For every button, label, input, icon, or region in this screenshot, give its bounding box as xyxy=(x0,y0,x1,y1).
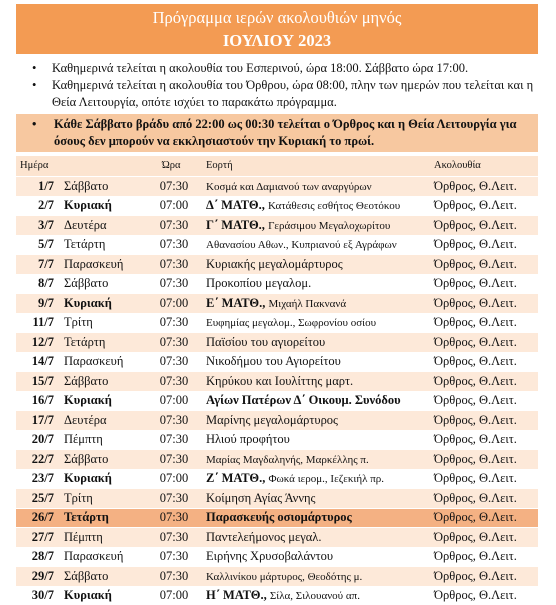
row-day: Κυριακή xyxy=(60,469,146,489)
row-day: Παρασκευή xyxy=(60,255,146,275)
title-banner xyxy=(16,4,538,54)
row-date: 1/7 xyxy=(16,177,60,197)
row-day: Πέμπτη xyxy=(60,430,146,450)
row-date: 12/7 xyxy=(16,333,60,353)
feast-bold: Αγίων Πατέρων Δ΄ Οικουμ. Συνόδου xyxy=(206,393,401,408)
row-time: 07:30 xyxy=(146,216,202,236)
table-row xyxy=(16,508,538,528)
feast-name: Νικοδήμου του Αγιορείτου xyxy=(206,354,341,369)
feast-bold: Παρασκευής οσιομάρτυρος xyxy=(206,510,352,525)
row-day: Παρασκευή xyxy=(60,547,146,567)
row-time: 07:30 xyxy=(146,313,202,333)
feast-bold: Η΄ ΜΑΤΘ., xyxy=(206,588,267,603)
row-service: Όρθρος, Θ.Λειτ. xyxy=(428,528,538,548)
row-date: 2/7 xyxy=(16,196,60,216)
row-date: 7/7 xyxy=(16,255,60,275)
row-service: Όρθρος, Θ.Λειτ. xyxy=(428,567,538,587)
row-day: Κυριακή xyxy=(60,294,146,314)
row-date: 27/7 xyxy=(16,528,60,548)
row-service: Όρθρος, Θ.Λειτ. xyxy=(428,450,538,470)
feast-name: Παϊσίου του αγιορείτου xyxy=(206,334,326,349)
row-service: Όρθρος, Θ.Λειτ. xyxy=(428,294,538,314)
row-date: 8/7 xyxy=(16,274,60,294)
row-date: 17/7 xyxy=(16,411,60,431)
row-feast xyxy=(202,352,428,372)
header-date: Ημέρα xyxy=(20,160,49,171)
row-day: Τετάρτη xyxy=(60,333,146,353)
row-feast xyxy=(202,528,428,548)
row-service: Όρθρος, Θ.Λειτ. xyxy=(428,216,538,236)
feast-name: Ηλιού προφήτου xyxy=(206,432,290,447)
row-time: 07:30 xyxy=(146,508,202,528)
row-feast xyxy=(202,450,428,470)
feast-bold: Δ΄ ΜΑΤΘ., xyxy=(206,198,265,213)
feast-name: Κατάθεσις εσθήτος Θεοτόκου xyxy=(267,200,401,213)
feast-name: Κηρύκου και Ιουλίττης μαρτ. xyxy=(206,373,354,388)
feast-name: Αθανασίου Αθων., Κυπριανού εξ Αγράφων xyxy=(206,239,397,252)
row-date: 16/7 xyxy=(16,391,60,411)
feast-bold: Γ΄ ΜΑΤΘ., xyxy=(206,217,265,232)
table-row xyxy=(16,391,538,411)
row-feast xyxy=(202,586,428,605)
row-service: Όρθρος, Θ.Λειτ. xyxy=(428,274,538,294)
table-row xyxy=(16,196,538,216)
row-date: 3/7 xyxy=(16,216,60,236)
table-row xyxy=(16,489,538,509)
row-day: Δευτέρα xyxy=(60,411,146,431)
row-day: Σάββατο xyxy=(60,372,146,392)
row-day: Πέμπτη xyxy=(60,528,146,548)
row-day: Κυριακή xyxy=(60,391,146,411)
table-row xyxy=(16,313,538,333)
page-subtitle: ΙΟΥΛΙΟΥ 2023 xyxy=(222,31,332,50)
row-date: 9/7 xyxy=(16,294,60,314)
row-date: 22/7 xyxy=(16,450,60,470)
bullet-icon: • xyxy=(32,61,37,75)
feast-name: Κοσμά και Δαμιανού των αναργύρων xyxy=(206,180,372,193)
row-time: 07:00 xyxy=(146,469,202,489)
row-time: 07:30 xyxy=(146,352,202,372)
table-header xyxy=(16,156,538,176)
row-service: Όρθρος, Θ.Λειτ. xyxy=(428,469,538,489)
row-day: Σάββατο xyxy=(60,177,146,197)
row-service: Όρθρος, Θ.Λειτ. xyxy=(428,255,538,275)
table-row xyxy=(16,352,538,372)
bullet-icon: • xyxy=(32,117,37,131)
row-service: Όρθρος, Θ.Λειτ. xyxy=(428,313,538,333)
table-row xyxy=(16,216,538,236)
row-time: 07:00 xyxy=(146,586,202,605)
feast-name: Παντελεήμονος μεγαλ. xyxy=(206,529,322,544)
row-time: 07:30 xyxy=(146,274,202,294)
feast-name: Ευφημίας μεγαλομ., Σωφρονίου οσίου xyxy=(206,317,377,330)
row-feast xyxy=(202,508,428,528)
page-title: Πρόγραμμα ιερών ακολουθιών μηνός xyxy=(152,8,402,27)
feast-name: Ειρήνης Χρυσοβαλάντου xyxy=(206,549,334,564)
row-day: Δευτέρα xyxy=(60,216,146,236)
row-service: Όρθρος, Θ.Λειτ. xyxy=(428,411,538,431)
row-feast xyxy=(202,411,428,431)
row-feast xyxy=(202,235,428,255)
info-bullets xyxy=(30,60,540,111)
row-feast xyxy=(202,372,428,392)
feast-name: Γεράσιμου Μεγαλοχωρίτου xyxy=(268,219,391,232)
saturday-notice xyxy=(16,114,538,152)
table-row xyxy=(16,450,538,470)
row-time: 07:30 xyxy=(146,547,202,567)
row-day: Κυριακή xyxy=(60,196,146,216)
row-feast xyxy=(202,313,428,333)
row-time: 07:30 xyxy=(146,430,202,450)
row-time: 07:30 xyxy=(146,411,202,431)
feast-name: Κοίμηση Αγίας Άννης xyxy=(206,490,316,505)
feast-name: Μαρίας Μαγδαληνής, Μαρκέλλης π. xyxy=(206,453,369,466)
row-feast xyxy=(202,567,428,587)
table-row xyxy=(16,411,538,431)
row-date: 28/7 xyxy=(16,547,60,567)
table-row xyxy=(16,333,538,353)
feast-name: Μαρίνης μεγαλομάρτυρος xyxy=(206,412,339,427)
bullet-vespers xyxy=(30,60,540,77)
row-time: 07:30 xyxy=(146,528,202,548)
header-time: Ώρα xyxy=(162,160,181,171)
row-time: 07:30 xyxy=(146,489,202,509)
row-feast xyxy=(202,489,428,509)
table-row xyxy=(16,469,538,489)
table-row xyxy=(16,255,538,275)
row-service: Όρθρος, Θ.Λειτ. xyxy=(428,235,538,255)
row-service: Όρθρος, Θ.Λειτ. xyxy=(428,352,538,372)
row-day: Τρίτη xyxy=(60,313,146,333)
row-service: Όρθρος, Θ.Λειτ. xyxy=(428,547,538,567)
row-service: Όρθρος, Θ.Λειτ. xyxy=(428,177,538,197)
table-row xyxy=(16,274,538,294)
table-row xyxy=(16,177,538,197)
row-time: 07:30 xyxy=(146,567,202,587)
feast-name: Καλλινίκου μάρτυρος, Θεοδότης μ. xyxy=(206,570,363,583)
feast-bold: Ε΄ ΜΑΤΘ., xyxy=(206,295,266,310)
row-time: 07:30 xyxy=(146,177,202,197)
row-feast xyxy=(202,547,428,567)
row-date: 11/7 xyxy=(16,313,60,333)
feast-name: Σίλα, Σιλουανού απ. xyxy=(269,590,360,603)
row-date: 23/7 xyxy=(16,469,60,489)
row-feast xyxy=(202,216,428,236)
row-date: 26/7 xyxy=(16,508,60,528)
row-time: 07:30 xyxy=(146,333,202,353)
row-date: 5/7 xyxy=(16,235,60,255)
row-date: 14/7 xyxy=(16,352,60,372)
row-service: Όρθρος, Θ.Λειτ. xyxy=(428,508,538,528)
table-row xyxy=(16,294,538,314)
row-day: Τετάρτη xyxy=(60,508,146,528)
bullet-text: Καθημερινά τελείται η ακολουθία του Εσπερινού, ώρα 18:00. Σάββατο ώρα 17:00. xyxy=(52,61,469,75)
row-date: 29/7 xyxy=(16,567,60,587)
row-day: Παρασκευή xyxy=(60,352,146,372)
feast-name: Μιχαήλ Πακνανά xyxy=(268,297,347,310)
row-day: Κυριακή xyxy=(60,586,146,605)
row-time: 07:00 xyxy=(146,196,202,216)
row-time: 07:00 xyxy=(146,391,202,411)
row-day: Σάββατο xyxy=(60,567,146,587)
header-feast: Εορτή xyxy=(206,160,233,171)
row-feast xyxy=(202,391,428,411)
bullet-matins xyxy=(30,77,540,111)
table-row xyxy=(16,430,538,450)
schedule-table xyxy=(16,176,538,605)
table-row xyxy=(16,567,538,587)
row-service: Όρθρος, Θ.Λειτ. xyxy=(428,333,538,353)
bullet-text: Καθημερινά τελείται η ακολουθία του Όρθρου, ώρα 08:00, πλην των ημερών που τελείται και η Θεία Λειτουργία, οπότε ισχύει το παρακάτω πρόγραμμα. xyxy=(52,78,534,109)
table-row xyxy=(16,372,538,392)
row-time: 07:30 xyxy=(146,450,202,470)
feast-name: Φωκά ιερομ., Ιεζεκιήλ πρ. xyxy=(268,473,384,486)
row-date: 25/7 xyxy=(16,489,60,509)
table-row xyxy=(16,586,538,605)
row-day: Σάββατο xyxy=(60,274,146,294)
feast-name: Κυριακής μεγαλομάρτυρος xyxy=(206,256,343,271)
table-row xyxy=(16,528,538,548)
row-feast xyxy=(202,430,428,450)
notice-text: Κάθε Σάββατο βράδυ από 22:00 ως 00:30 τελείται ο Όρθρος και η Θεία Λειτουργία για όσους δεν μπορούν να εκκλησιαστούν την Κυριακή το πρωί. xyxy=(54,117,517,148)
row-time: 07:30 xyxy=(146,235,202,255)
row-feast xyxy=(202,177,428,197)
row-service: Όρθρος, Θ.Λειτ. xyxy=(428,586,538,605)
header-service: Ακολουθία xyxy=(434,160,481,171)
row-feast xyxy=(202,469,428,489)
row-feast xyxy=(202,294,428,314)
row-feast xyxy=(202,255,428,275)
row-feast xyxy=(202,274,428,294)
row-service: Όρθρος, Θ.Λειτ. xyxy=(428,372,538,392)
table-row xyxy=(16,547,538,567)
row-day: Τετάρτη xyxy=(60,235,146,255)
row-time: 07:30 xyxy=(146,255,202,275)
row-service: Όρθρος, Θ.Λειτ. xyxy=(428,391,538,411)
table-row xyxy=(16,235,538,255)
row-date: 20/7 xyxy=(16,430,60,450)
row-service: Όρθρος, Θ.Λειτ. xyxy=(428,489,538,509)
bullet-icon: • xyxy=(32,78,37,92)
row-feast xyxy=(202,196,428,216)
row-service: Όρθρος, Θ.Λειτ. xyxy=(428,196,538,216)
feast-name: Προκοπίου μεγαλομ. xyxy=(206,276,312,291)
feast-bold: Ζ΄ ΜΑΤΘ., xyxy=(206,471,266,486)
row-time: 07:30 xyxy=(146,372,202,392)
row-date: 15/7 xyxy=(16,372,60,392)
row-day: Σάββατο xyxy=(60,450,146,470)
row-feast xyxy=(202,333,428,353)
row-time: 07:00 xyxy=(146,294,202,314)
row-service: Όρθρος, Θ.Λειτ. xyxy=(428,430,538,450)
row-date: 30/7 xyxy=(16,586,60,605)
row-day: Τρίτη xyxy=(60,489,146,509)
